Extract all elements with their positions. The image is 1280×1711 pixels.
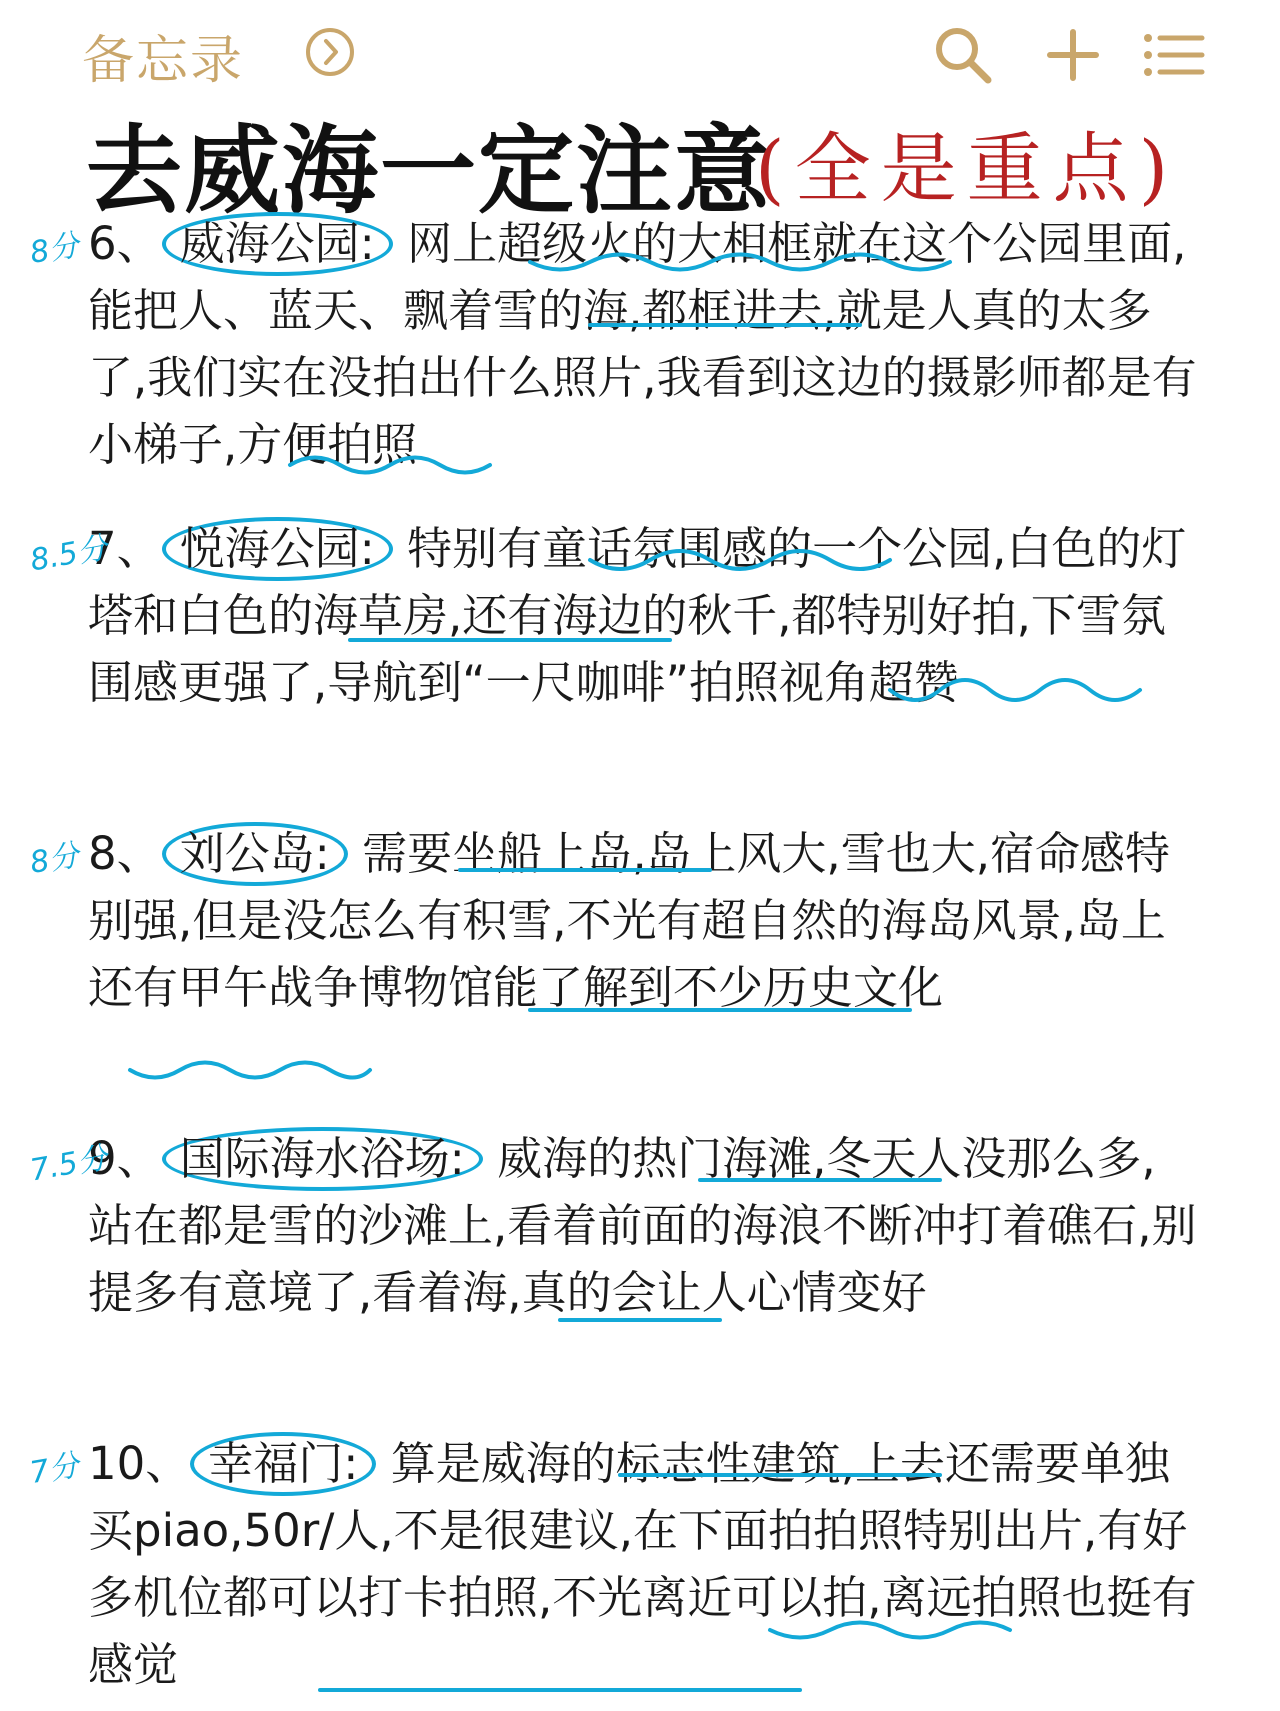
place-name: 幸福门:	[190, 1432, 376, 1496]
item-number: 6、	[88, 217, 162, 270]
place-description: 特别有童话氛围感的一个公园,白色的灯塔和白色的海草房,还有海边的秋千,都特别好拍,下雪氛围感更强了,导航到“一尺咖啡”拍照视角超赞	[88, 522, 1187, 709]
plus-icon[interactable]	[1040, 22, 1106, 88]
place-description: 网上超级火的大相框就在这个公园里面,能把人、蓝天、飘着雪的海,都框进去,就是人真的太多了,我们实在没拍出什么照片,我看到这边的摄影师都是有小梯子,方便拍照	[88, 217, 1197, 471]
list-item	[27, 1430, 1198, 1698]
place-name: 悦海公园:	[162, 517, 393, 581]
list-item	[27, 210, 1198, 478]
score-annotation: 7.5分	[27, 1140, 111, 1189]
item-number: 10、	[88, 1437, 191, 1490]
item-number: 8、	[88, 827, 162, 880]
chevron-right-circle-icon[interactable]	[304, 26, 356, 78]
score-annotation: 8分	[27, 838, 82, 881]
score-annotation: 8分	[27, 228, 82, 271]
list-item	[27, 820, 1198, 1021]
item-number: 9、	[88, 1132, 162, 1185]
list-item	[27, 1125, 1198, 1326]
place-name: 刘公岛:	[162, 822, 348, 886]
place-description: 需要坐船上岛,岛上风大,雪也大,宿命感特别强,但是没怎么有积雪,不光有超自然的海岛风景,岛上还有甲午战争博物馆能了解到不少历史文化	[88, 827, 1171, 1014]
item-number: 7、	[88, 522, 162, 575]
score-annotation: 8.5分	[27, 530, 111, 579]
place-name: 威海公园:	[162, 212, 393, 276]
note-title: 去威海一定注意	[86, 115, 772, 227]
underline-mark	[130, 1063, 370, 1078]
place-name: 国际海水浴场:	[162, 1127, 483, 1191]
list-item	[27, 515, 1198, 716]
top-toolbar	[0, 0, 1280, 100]
place-description: 威海的热门海滩,冬天人没那么多,站在都是雪的沙滩上,看着前面的海浪不断冲打着礁石,别提多有意境了,看着海,真的会让人心情变好	[88, 1132, 1197, 1319]
search-icon[interactable]	[930, 22, 996, 88]
list-icon[interactable]	[1140, 22, 1206, 88]
note-subtitle: (全是重点)	[755, 124, 1179, 213]
place-description: 算是威海的标志性建筑,上去还需要单独买piao,50r/人,不是很建议,在下面拍拍照特别出片,有好多机位都可以打卡拍照,不光离近可以拍,离远拍照也挺有感觉	[88, 1437, 1197, 1691]
back-to-notes-link[interactable]: 备忘录	[82, 31, 245, 91]
score-annotation: 7分	[27, 1448, 82, 1491]
